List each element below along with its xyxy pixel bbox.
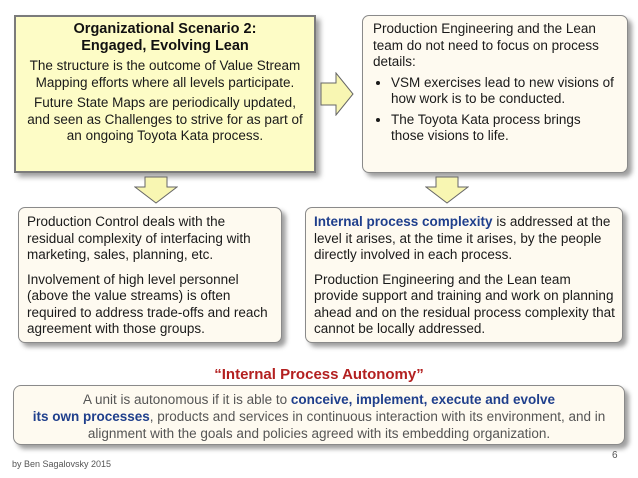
production-engineering-intro: Production Engineering and the Lean team do not need to focus on process details: [373, 21, 599, 69]
autonomy-title: “Internal Process Autonomy” [214, 366, 424, 383]
scenario-paragraph-2: Future State Maps are periodically updated, and seen as Challenges to strive for as part of an ongoing Toyota Kata process. [27, 95, 303, 143]
internal-complexity-paragraph-1-text: is addressed at the level it arises, at the time it arises, by the people directly involved in each process. [314, 214, 611, 262]
autonomy-text-b: , products and services in continuous interaction with its environment, and in alignment with the goals and policies agreed with its embedding organization. [87, 409, 606, 441]
right-arrow-icon [320, 72, 354, 116]
production-control-box [18, 207, 282, 343]
down-arrow-icon [134, 176, 178, 204]
production-engineering-bullet-list [373, 75, 617, 145]
internal-complexity-paragraph-1 [314, 214, 616, 264]
autonomy-keyword-1: conceive, implement, execute and evolve [290, 392, 555, 407]
internal-complexity-highlight: Internal process complexity [314, 214, 493, 229]
list-item: • VSM exercises lead to new visions of how work is to be conducted. [391, 75, 617, 108]
scenario-title-line1: Organizational Scenario 2: [73, 21, 257, 37]
down-arrow-icon [425, 176, 469, 204]
list-item: • The Toyota Kata process brings those visions to life. [391, 112, 617, 145]
autonomy-keyword-2: its own processes [32, 409, 150, 424]
internal-complexity-box [305, 207, 623, 343]
internal-complexity-paragraph-2: Production Engineering and the Lean team provide support and training and work on planning ahead and on the residual process complexity that cannot be locally addressed. [314, 271, 615, 336]
page-number: 6 [612, 450, 618, 461]
scenario-title-line2: Engaged, Evolving Lean [81, 38, 249, 54]
scenario-box [14, 15, 316, 173]
author-credit: by Ben Sagalovsky 2015 [12, 459, 112, 469]
production-control-paragraph-2: Involvement of high level personnel (above the value streams) is often required to address trade-offs and reach agreement with those groups. [27, 271, 268, 336]
scenario-paragraph-1: The structure is the outcome of Value Stream Mapping efforts where all levels participate. [29, 58, 301, 90]
autonomy-definition-box [13, 385, 625, 445]
production-engineering-box [362, 15, 628, 173]
autonomy-text-a: A unit is autonomous if it is able to [83, 392, 291, 407]
production-control-paragraph-1: Production Control deals with the residual complexity of interfacing with marketing, sales, planning, etc. [27, 214, 251, 262]
